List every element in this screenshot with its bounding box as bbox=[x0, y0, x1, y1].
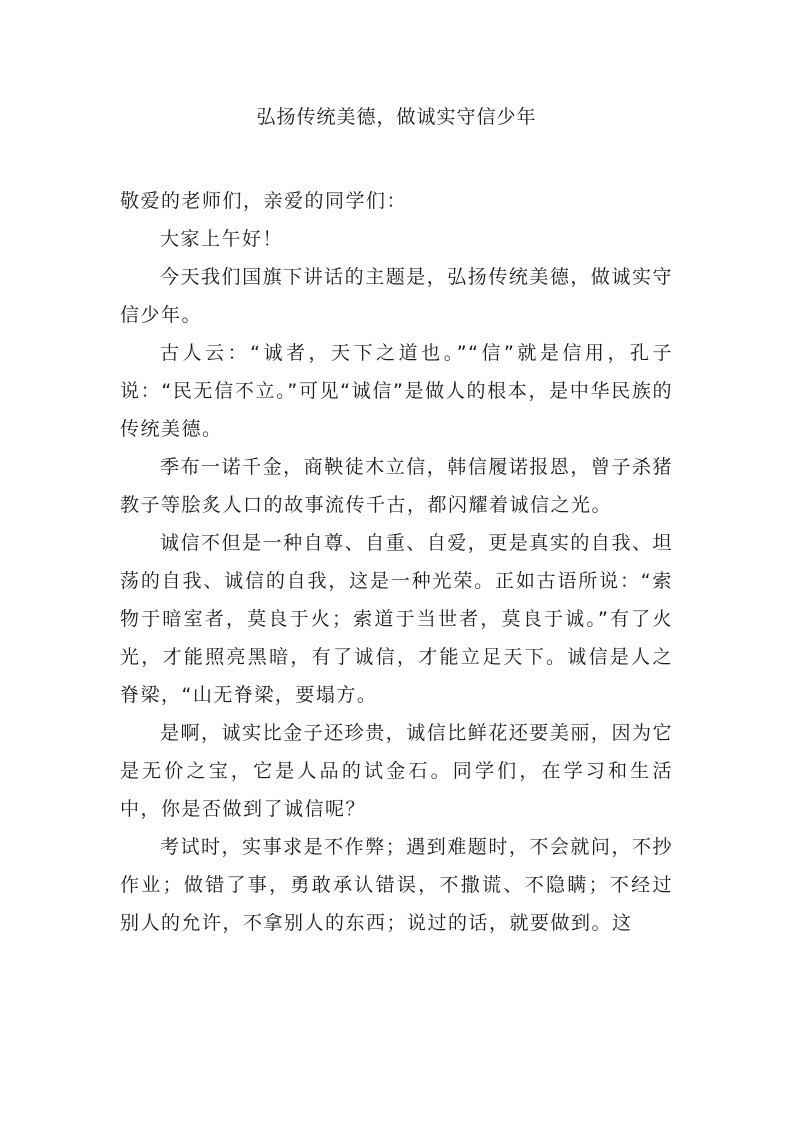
paragraph-examples: 考试时，实事求是不作弊；遇到难题时，不会就问，不抄作业；做错了事，勇敢承认错误，不撒谎、不隐瞒；不经过别人的允许，不拿别人的东西；说过的话，就要做到。这 bbox=[120, 836, 673, 934]
document-title: 弘扬传统美德，做诚实守信少年 bbox=[256, 106, 537, 128]
paragraph-honor: 诚信不但是一种自尊、自重、自爱，更是真实的自我、坦荡的自我、诚信的自我，这是一种光荣。正如古语所说：“索物于暗室者，莫良于火；索道于当世者，莫良于诚。”有了火光，才能照亮黑暗，有了诚信，才能立足天下。诚信是人之脊梁，“山无脊梁，要塌方。 bbox=[120, 532, 673, 706]
paragraph-topic: 今天我们国旗下讲话的主题是，弘扬传统美德，做诚实守信少年。 bbox=[120, 266, 673, 326]
paragraph-ancient-quote: 古人云：“诚者，天下之道也。”“信”就是信用，孔子说：“民无信不立。”可见“诚信”是做人的根本，是中华民族的传统美德。 bbox=[120, 342, 673, 440]
paragraph-greeting: 大家上午好！ bbox=[160, 228, 284, 250]
salutation: 敬爱的老师们，亲爱的同学们： bbox=[120, 190, 408, 212]
document-body bbox=[120, 182, 673, 942]
paragraph-treasure: 是啊，诚实比金子还珍贵，诚信比鲜花还要美丽，因为它是无价之宝，它是人品的试金石。同学们，在学习和生活中，你是否做到了诚信呢？ bbox=[120, 722, 673, 820]
paragraph-stories: 季布一诺千金，商鞅徒木立信，韩信履诺报恩，曾子杀猪教子等脍炙人口的故事流传千古，都闪耀着诚信之光。 bbox=[120, 456, 673, 516]
